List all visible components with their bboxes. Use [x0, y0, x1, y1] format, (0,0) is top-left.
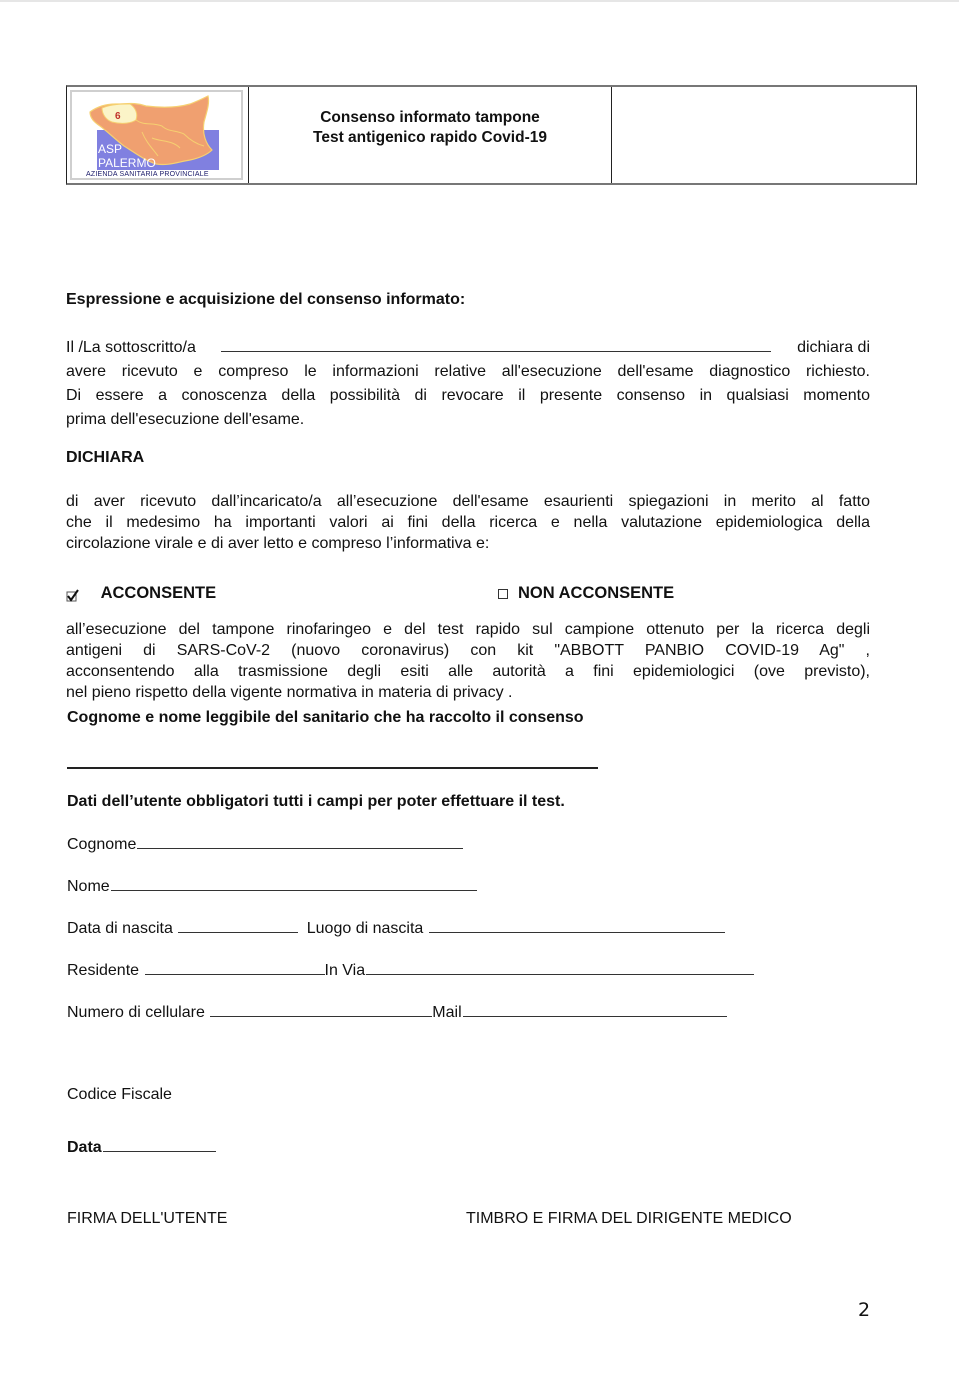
nome-input[interactable] [111, 876, 477, 891]
dichiara-line1: di aver ricevuto dall’incaricato/a all’esecuzione dell'esame esaurienti spiegazioni in merito al fatto [66, 493, 870, 510]
user-data-heading: Dati dell’utente obbligatori tutti i campi per poter effettuare il test. [67, 793, 565, 810]
codice-fiscale-label: Codice Fiscale [67, 1086, 172, 1103]
field-row-codice-fiscale [67, 1085, 172, 1105]
document-title-line1: Consenso informato tampone [320, 109, 540, 126]
intro-prefix: Il /La sottoscritto/a [66, 339, 196, 356]
title-cell [249, 87, 612, 183]
section-heading: Espressione e acquisizione del consenso informato: [66, 291, 466, 308]
cognome-label: Cognome [67, 836, 137, 853]
header-table [66, 85, 917, 185]
document-title-line2: Test antigenico rapido Covid-19 [313, 129, 547, 146]
page-number: 2 [858, 1299, 871, 1321]
dichiara-line3: circolazione virale e di aver letto e compreso l’informativa e: [66, 535, 490, 552]
intro-line3: Di essere a conoscenza della possibilità di revocare il presente consenso in qualsiasi momento [66, 387, 870, 404]
consent-line3: acconsentendo alla trasmissione degli esiti alle autorità a fini epidemiologici (ove previsto), [66, 663, 870, 680]
mail-input[interactable] [463, 1002, 727, 1017]
consent-line4: nel pieno rispetto della vigente normativa in materia di privacy . [66, 684, 513, 701]
user-signature-label: FIRMA DELL'UTENTE [67, 1210, 228, 1227]
in-via-input[interactable] [366, 960, 754, 975]
luogo-nascita-input[interactable] [429, 918, 725, 933]
blank-cell [612, 87, 916, 183]
asp-palermo-logo [70, 90, 243, 180]
operator-name-field[interactable] [67, 767, 598, 769]
subscriber-name-field[interactable] [221, 337, 771, 352]
field-row-nascita [67, 918, 725, 939]
field-row-residenza [67, 960, 754, 981]
cellulare-label: Numero di cellulare [67, 1004, 205, 1021]
field-row-cognome [67, 834, 463, 855]
data-nascita-label: Data di nascita [67, 920, 173, 937]
intro-suffix: dichiara di [797, 339, 870, 356]
residente-label: Residente [67, 962, 140, 979]
doctor-signature-label: TIMBRO E FIRMA DEL DIRIGENTE MEDICO [466, 1210, 792, 1227]
dichiara-line2: che il medesimo ha importanti valori ai fini della ricerca e nella valutazione epidemiologica della [66, 514, 870, 531]
field-row-nome [67, 876, 477, 897]
intro-line4: prima dell'esecuzione dell'esame. [66, 411, 305, 428]
residente-input[interactable] [145, 960, 325, 975]
dichiara-paragraph [66, 491, 870, 554]
logo-subtitle: AZIENDA SANITARIA PROVINCIALE [86, 171, 209, 178]
field-row-data [67, 1137, 216, 1158]
intro-paragraph [66, 336, 870, 432]
logo-name-line1: ASP [98, 142, 123, 156]
consent-paragraph [66, 619, 870, 703]
data-nascita-input[interactable] [178, 918, 298, 933]
dichiara-heading: DICHIARA [66, 449, 145, 466]
page-top-edge [0, 0, 959, 2]
consent-line1: all’esecuzione del tampone rinofaringeo e del test rapido sul campione ottenuto per la ricerca degli [66, 621, 870, 638]
non-acconsente-label: NON ACCONSENTE [518, 584, 675, 602]
data-label: Data [67, 1139, 102, 1156]
logo-name-line2: PALERMO [98, 156, 156, 170]
checkbox-checked-icon[interactable] [66, 587, 80, 601]
cellulare-input[interactable] [210, 1002, 432, 1017]
mail-label: Mail [432, 1004, 462, 1021]
luogo-nascita-label: Luogo di nascita [306, 920, 424, 937]
consent-line2: antigeni di SARS-CoV-2 (nuovo coronavirus) con kit "ABBOTT PANBIO COVID-19 Ag" , [66, 642, 870, 659]
nome-label: Nome [67, 878, 110, 895]
in-via-label: In Via [324, 962, 366, 979]
option-acconsente[interactable] [66, 583, 216, 603]
field-row-contatti [67, 1002, 727, 1023]
acconsente-label: ACCONSENTE [100, 584, 217, 602]
logo-cell [67, 87, 249, 183]
intro-line2: avere ricevuto e compreso le informazioni relative all'esecuzione dell'esame diagnostico richiesto. [66, 363, 870, 380]
checkbox-empty-icon[interactable] [498, 589, 508, 599]
cognome-input[interactable] [137, 834, 463, 849]
region-number: 6 [115, 111, 121, 122]
operator-label: Cognome e nome leggibile del sanitario che ha raccolto il consenso [67, 709, 584, 726]
option-non-acconsente[interactable] [498, 583, 674, 603]
data-input[interactable] [103, 1137, 216, 1152]
